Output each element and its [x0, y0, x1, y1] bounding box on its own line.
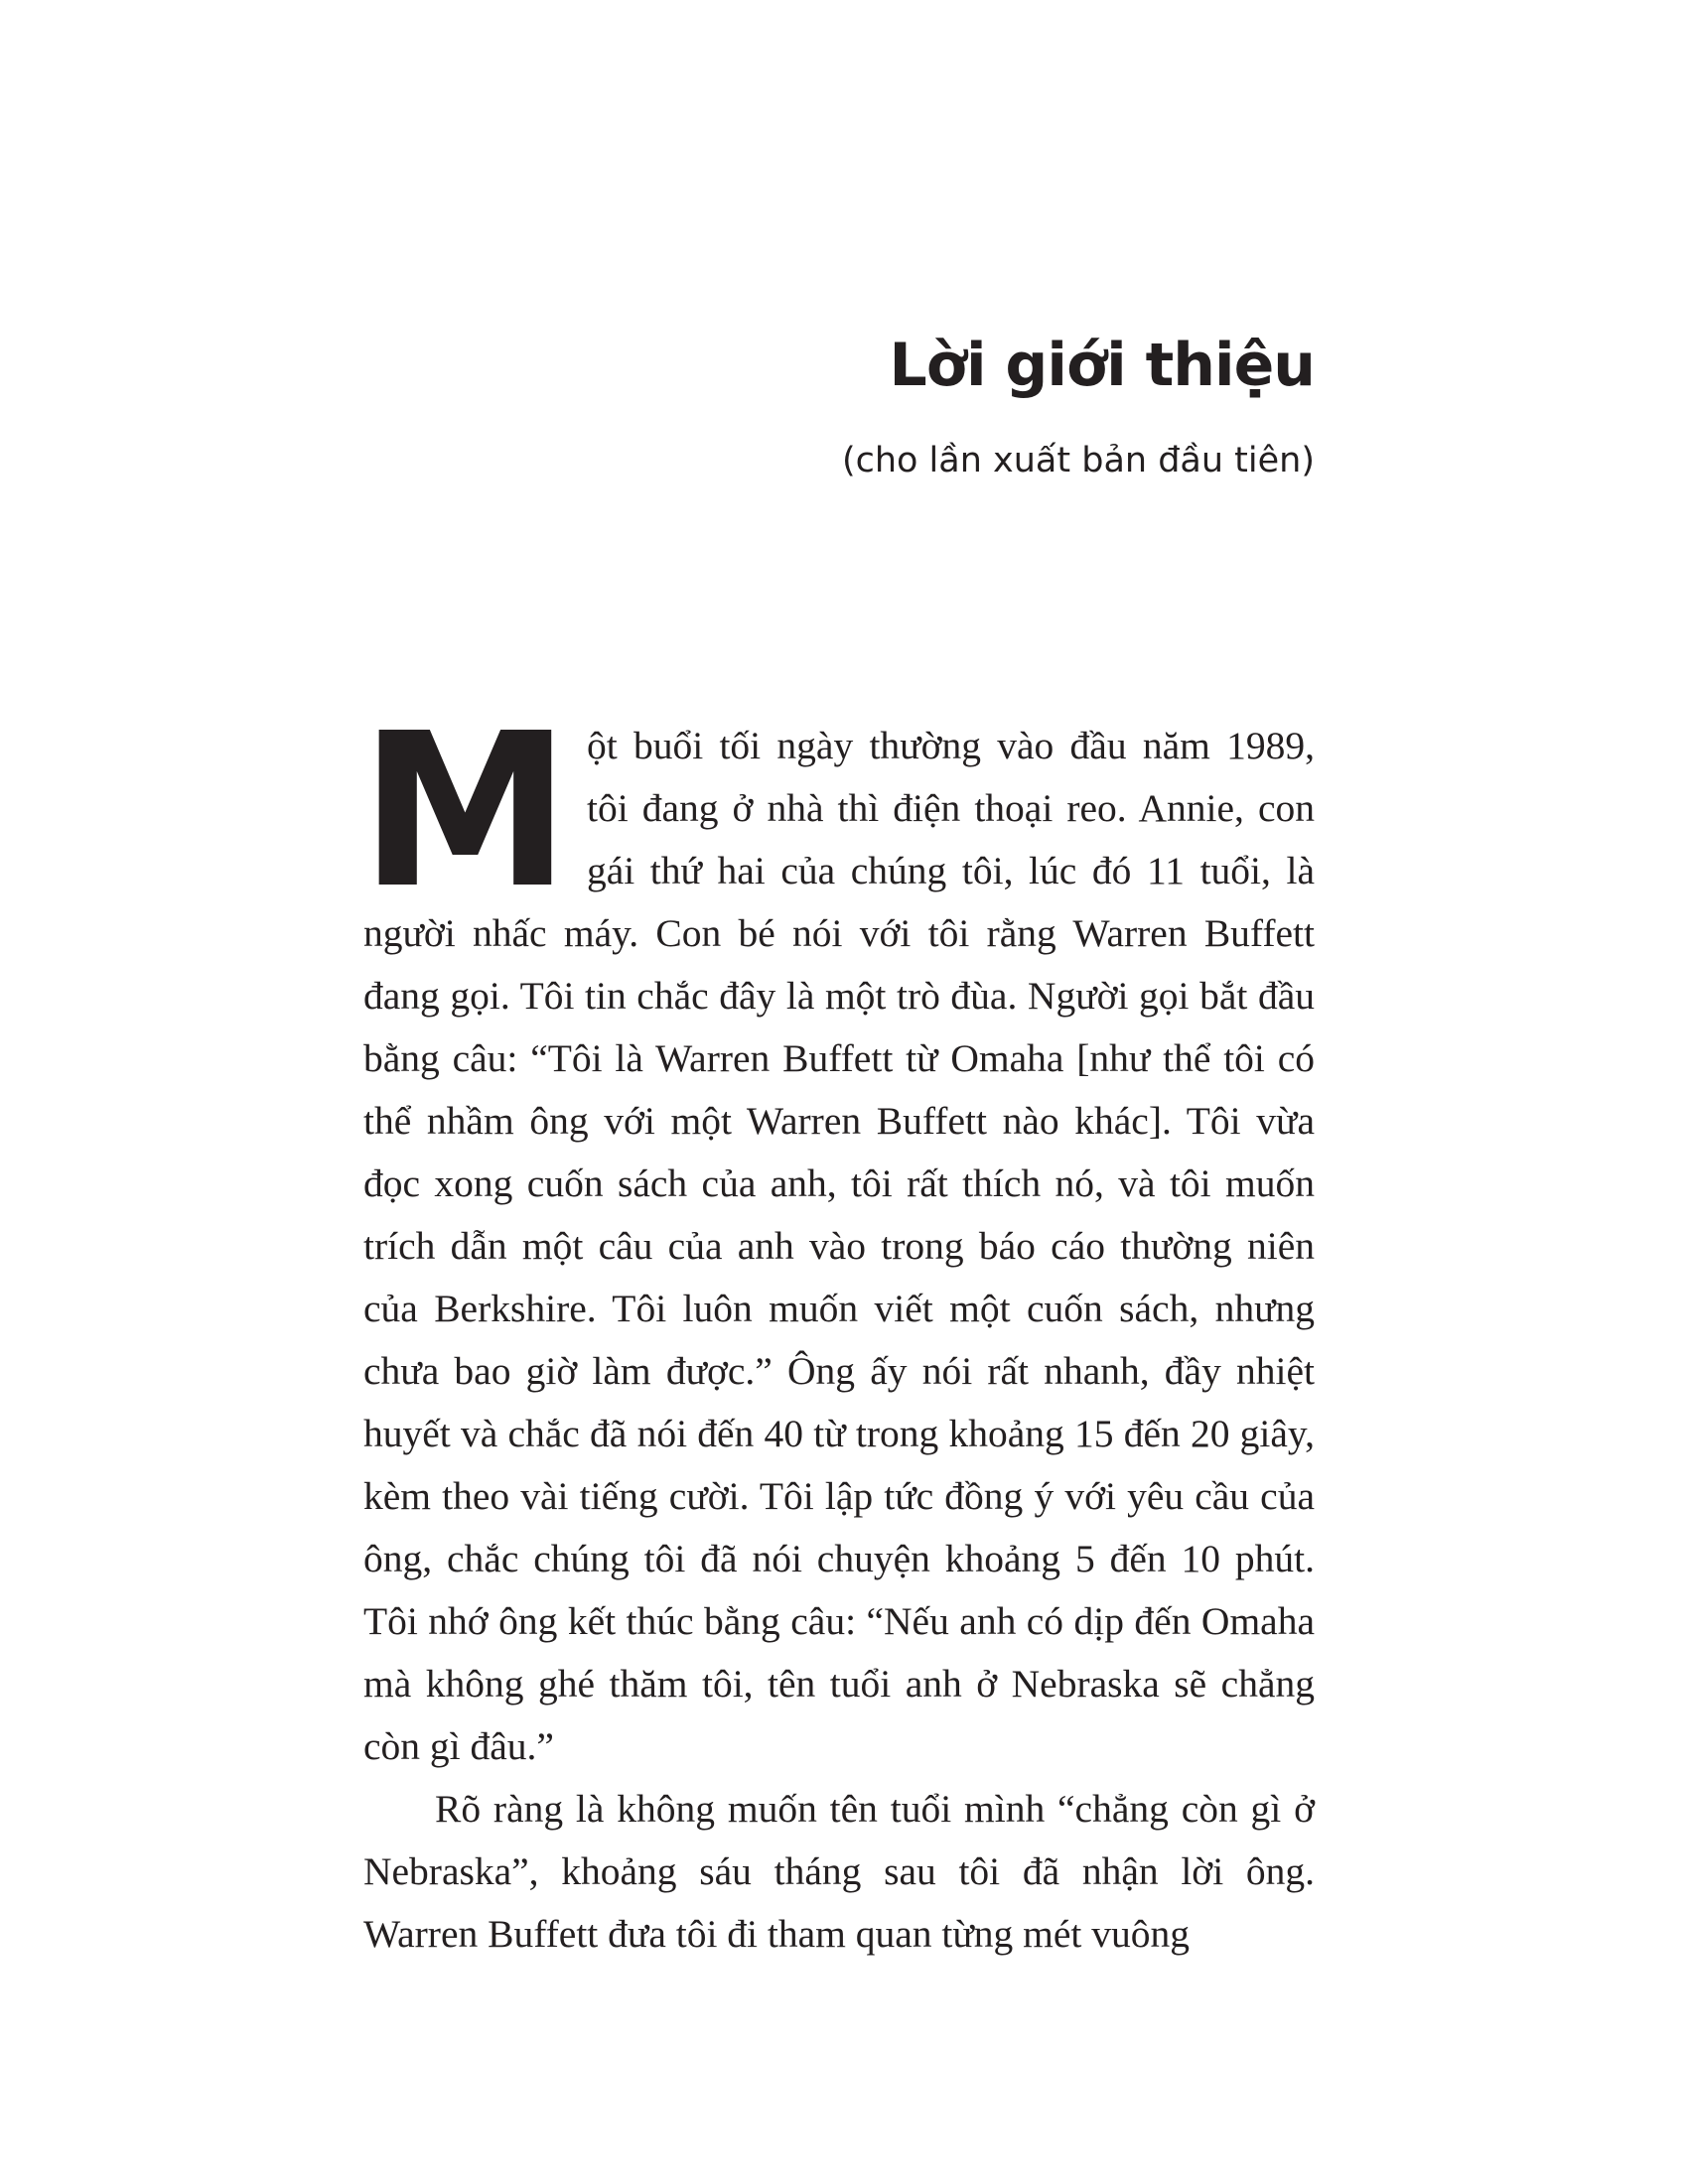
chapter-subtitle: (cho lần xuất bản đầu tiên)	[841, 441, 1315, 480]
paragraph-2: Rõ ràng là không muốn tên tuổi mình “chẳng còn gì ở Nebraska”, khoảng sáu tháng sau tôi đã nhận lời ông. Warren Buffett đưa tôi đi tham quan từng mét vuông	[363, 1787, 1315, 1956]
body-text	[359, 688, 1315, 1966]
paragraph-1-text: ột buổi tối ngày thường vào đầu năm 1989, tôi đang ở nhà thì điện thoại reo. Annie, con gái thứ hai của chúng tôi, lúc đó 11 tuổi, là người nhấc máy. Con bé nói với tôi rằng Warren Buffett đang gọi. Tôi tin chắc đây là một trò đùa. Người gọi bắt đầu bằng câu: “Tôi là Warren Buffett từ Omaha [như thể tôi có thể nhầm ông với một Warren Buffett nào khác]. Tôi vừa đọc xong cuốn sách của anh, tôi rất thích nó, và tôi muốn trích dẫn một câu của anh vào trong báo cáo thường niên của Berkshire. Tôi luôn muốn viết một cuốn sách, nhưng chưa bao giờ làm được.” Ông ấy nói rất nhanh, đầy nhiệt huyết và chắc đã nói đến 40 từ trong khoảng 15 đến 20 giây, kèm theo vài tiếng cười. Tôi lập tức đồng ý với yêu cầu của ông, chắc chúng tôi đã nói chuyện khoảng 5 đến 10 phút. Tôi nhớ ông kết thúc bằng câu: “Nếu anh có dịp đến Omaha mà không ghé thăm tôi, tên tuổi anh ở Nebraska sẽ chẳng còn gì đâu.”	[363, 724, 1315, 1768]
paragraph-1	[359, 688, 1315, 1778]
drop-cap: M	[359, 688, 567, 935]
chapter-title: Lời giới thiệu	[889, 331, 1315, 400]
